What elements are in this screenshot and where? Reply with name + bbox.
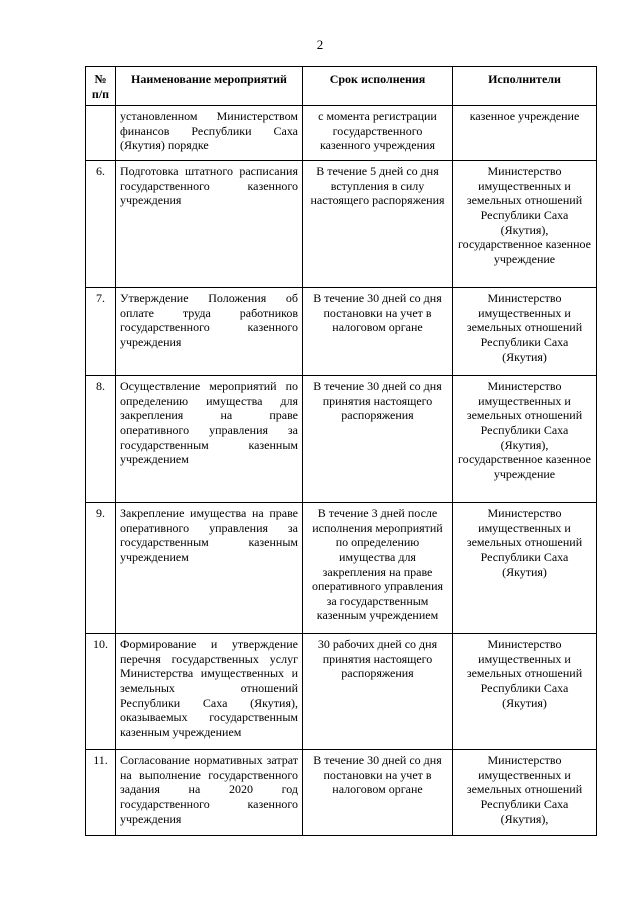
row-activity-name: Утверждение Положения об оплате труда работников государственного казенного учреждения — [116, 288, 303, 376]
table-row — [86, 376, 597, 503]
page-number: 2 — [316, 37, 324, 52]
row-executors: Министерство имущественных и земельных отношений Республики Саха (Якутия) — [453, 503, 597, 634]
row-deadline: В течение 30 дней со дня принятия настоящего распоряжения — [303, 376, 453, 503]
table-row — [86, 106, 597, 161]
row-deadline: с момента регистрации государственного казенного учреждения — [303, 106, 453, 161]
table-row — [86, 161, 597, 288]
table-row — [86, 750, 597, 836]
row-executors: Министерство имущественных и земельных отношений Республики Саха (Якутия), государственное казенное учреждение — [453, 161, 597, 288]
row-number — [86, 106, 116, 161]
row-number: 10. — [86, 634, 116, 750]
row-deadline: В течение 5 дней со дня вступления в силу настоящего распоряжения — [303, 161, 453, 288]
row-deadline: В течение 30 дней со дня постановки на учет в налоговом органе — [303, 750, 453, 836]
row-activity-name: установленном Министерством финансов Республики Саха (Якутия) порядке — [116, 106, 303, 161]
row-activity-name: Подготовка штатного расписания государственного казенного учреждения — [116, 161, 303, 288]
row-executors: Министерство имущественных и земельных отношений Республики Саха (Якутия), — [453, 750, 597, 836]
header-number: № п/п — [86, 67, 116, 106]
header-activity-name: Наименование мероприятий — [116, 67, 303, 106]
row-activity-name: Согласование нормативных затрат на выполнение государственного задания на 2020 год государственного казенного учреждения — [116, 750, 303, 836]
row-deadline: В течение 3 дней после исполнения мероприятий по определению имущества для закрепления на праве оперативного управления за государственным казенным учреждением — [303, 503, 453, 634]
activities-table — [85, 66, 597, 836]
row-number: 8. — [86, 376, 116, 503]
table-row — [86, 503, 597, 634]
row-executors: казенное учреждение — [453, 106, 597, 161]
row-executors: Министерство имущественных и земельных отношений Республики Саха (Якутия) — [453, 288, 597, 376]
row-number: 9. — [86, 503, 116, 634]
header-executors: Исполнители — [453, 67, 597, 106]
row-number: 7. — [86, 288, 116, 376]
row-number: 11. — [86, 750, 116, 836]
table-header-row — [86, 67, 597, 106]
row-activity-name: Осуществление мероприятий по определению имущества для закрепления на праве оперативного управления за государственным казенным учреждением — [116, 376, 303, 503]
table-row — [86, 288, 597, 376]
table-row — [86, 634, 597, 750]
row-deadline: 30 рабочих дней со дня принятия настоящего распоряжения — [303, 634, 453, 750]
row-executors: Министерство имущественных и земельных отношений Республики Саха (Якутия) — [453, 634, 597, 750]
row-activity-name: Закрепление имущества на праве оперативного управления за государственным казенным учреждением — [116, 503, 303, 634]
row-deadline: В течение 30 дней со дня постановки на учет в налоговом органе — [303, 288, 453, 376]
header-deadline: Срок исполнения — [303, 67, 453, 106]
row-executors: Министерство имущественных и земельных отношений Республики Саха (Якутия), государственное казенное учреждение — [453, 376, 597, 503]
row-number: 6. — [86, 161, 116, 288]
row-activity-name: Формирование и утверждение перечня государственных услуг Министерства имущественных и земельных отношений Республики Саха (Якутия), оказываемых государственным казенным учреждением — [116, 634, 303, 750]
